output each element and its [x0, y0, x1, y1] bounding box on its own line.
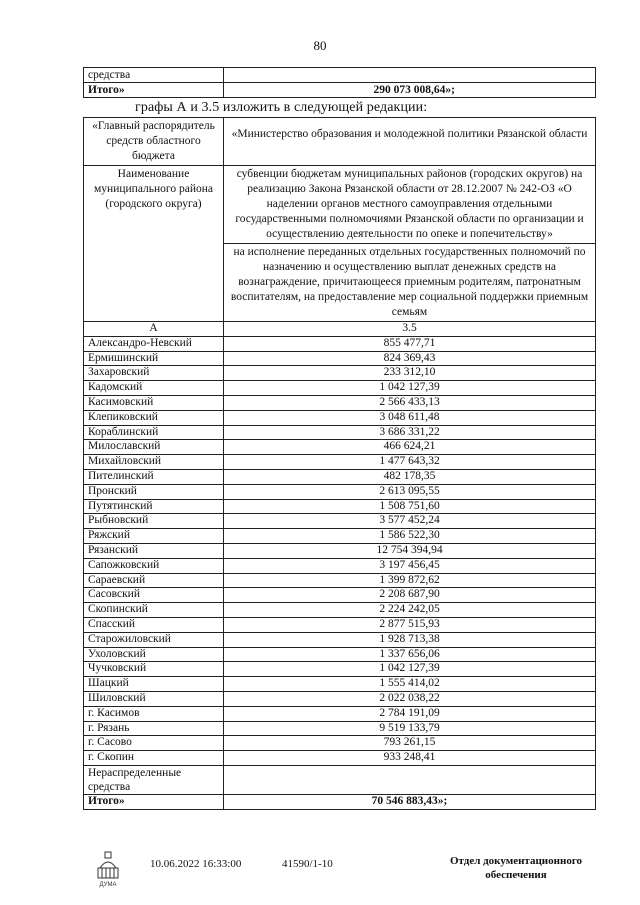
- table-row: [84, 677, 596, 692]
- municipality-value: 2 784 191,09: [224, 706, 596, 721]
- municipality-value: 466 624,21: [224, 440, 596, 455]
- admin-label: «Главный распорядитель средств областного бюджета: [84, 118, 224, 166]
- footer-datetime: 10.06.2022 16:33:00: [150, 858, 242, 870]
- table-row: [84, 410, 596, 425]
- municipality-value: 933 248,41: [224, 751, 596, 766]
- municipality-value: 3 197 456,45: [224, 558, 596, 573]
- municipality-value: 482 178,35: [224, 469, 596, 484]
- table-row: [84, 603, 596, 618]
- table-row: [84, 573, 596, 588]
- table-row: [84, 440, 596, 455]
- municipality-name: Чучковский: [84, 662, 224, 677]
- table-row: [84, 588, 596, 603]
- table-row: [84, 336, 596, 351]
- municipality-name: Клепиковский: [84, 410, 224, 425]
- data-rows: [84, 336, 596, 765]
- municipality-value: 2 208 687,90: [224, 588, 596, 603]
- municipality-value: 1 555 414,02: [224, 677, 596, 692]
- purpose-text: на исполнение переданных отдельных государственных полномочий по назначению и осуществлению выплат денежных средств на вознаграждение, причитающееся приемным родителям, патронатным воспитателям, на предоставление мер социальной поддержки приемным семьям: [224, 244, 596, 322]
- subsidy-text: субвенции бюджетам муниципальных районов (городских округов) на реализацию Закона Рязанской области от 28.12.2007 № 242-ОЗ «О наделении органов местного самоуправления отдельными государственными полномочиями Рязанской области по организации и осуществлению деятельности по опеке и попечительству»: [224, 166, 596, 244]
- table-row: [84, 647, 596, 662]
- previous-table-fragment: [83, 67, 596, 98]
- table-row: [84, 366, 596, 381]
- municipality-value: 1 477 643,32: [224, 455, 596, 470]
- municipality-value: 1 042 127,39: [224, 662, 596, 677]
- header-admin-row: [84, 118, 596, 166]
- footer-department: Отдел документационного обеспечения: [449, 855, 583, 881]
- header-subsidy-row: [84, 166, 596, 244]
- row-value: [224, 68, 596, 83]
- table-row: [84, 425, 596, 440]
- municipality-value: 793 261,15: [224, 736, 596, 751]
- table-row: [84, 736, 596, 751]
- table-row: [84, 558, 596, 573]
- municipality-name: Александро-Невский: [84, 336, 224, 351]
- total-value: 290 073 008,64»;: [224, 83, 596, 98]
- municipality-value: 855 477,71: [224, 336, 596, 351]
- municipality-name: Пронский: [84, 484, 224, 499]
- table-row: [84, 632, 596, 647]
- municipality-name: Сасовский: [84, 588, 224, 603]
- table-row: [84, 617, 596, 632]
- unallocated-row: [84, 765, 596, 794]
- municipality-name: Ухоловский: [84, 647, 224, 662]
- municipality-value: 2 877 515,93: [224, 617, 596, 632]
- table-row: [84, 721, 596, 736]
- table-row: [84, 706, 596, 721]
- table-row: [84, 751, 596, 766]
- logo-text: ДУМА: [99, 882, 117, 888]
- table-row: [84, 381, 596, 396]
- municipality-name: Пителинский: [84, 469, 224, 484]
- municipality-value: 3 686 331,22: [224, 425, 596, 440]
- municipality-value: 2 613 095,55: [224, 484, 596, 499]
- col-a-label: А: [84, 322, 224, 337]
- allocation-table: [83, 117, 596, 810]
- municipality-value: 233 312,10: [224, 366, 596, 381]
- municipality-value: 1 508 751,60: [224, 499, 596, 514]
- municipality-value: 2 022 038,22: [224, 691, 596, 706]
- municipality-value: 12 754 394,94: [224, 543, 596, 558]
- intro-text: графы А и 3.5 изложить в следующей редакции:: [135, 100, 428, 115]
- total-row: [84, 83, 596, 98]
- municipality-name: Путятинский: [84, 499, 224, 514]
- municipality-name: г. Скопин: [84, 751, 224, 766]
- municipality-name: Сараевский: [84, 573, 224, 588]
- unallocated-value: [224, 765, 596, 794]
- municipality-name: г. Сасово: [84, 736, 224, 751]
- municipality-name: Рязанский: [84, 543, 224, 558]
- table-row: [84, 469, 596, 484]
- municipality-value: 9 519 133,79: [224, 721, 596, 736]
- table-row: [84, 499, 596, 514]
- municipality-name: Милославский: [84, 440, 224, 455]
- municipality-name: Спасский: [84, 617, 224, 632]
- table-row: [84, 395, 596, 410]
- municipality-name: Ермишинский: [84, 351, 224, 366]
- municipality-name: г. Рязань: [84, 721, 224, 736]
- unallocated-label: Нераспределенные средства: [84, 765, 224, 794]
- page-number: 80: [313, 38, 327, 53]
- municipality-label: Наименование муниципального района (городского округа): [84, 166, 224, 322]
- municipality-name: Шиловский: [84, 691, 224, 706]
- table-row: [84, 68, 596, 83]
- municipality-value: 1 586 522,30: [224, 529, 596, 544]
- municipality-name: Скопинский: [84, 603, 224, 618]
- table-row: [84, 455, 596, 470]
- footer-doc-number: 41590/1-10: [282, 858, 333, 870]
- total-row: [84, 794, 596, 809]
- municipality-name: Захаровский: [84, 366, 224, 381]
- municipality-name: Шацкий: [84, 677, 224, 692]
- municipality-value: 2 224 242,05: [224, 603, 596, 618]
- table-row: [84, 543, 596, 558]
- municipality-name: Рыбновский: [84, 514, 224, 529]
- table-row: [84, 514, 596, 529]
- total-label: Итого»: [84, 83, 224, 98]
- municipality-name: Сапожковский: [84, 558, 224, 573]
- municipality-name: г. Касимов: [84, 706, 224, 721]
- municipality-value: 824 369,43: [224, 351, 596, 366]
- municipality-value: 1 337 656,06: [224, 647, 596, 662]
- admin-value: «Министерство образования и молодежной политики Рязанской области: [224, 118, 596, 166]
- total-label: Итого»: [84, 794, 224, 809]
- municipality-name: Касимовский: [84, 395, 224, 410]
- total-value: 70 546 883,43»;: [224, 794, 596, 809]
- municipality-name: Ряжский: [84, 529, 224, 544]
- column-index-row: [84, 322, 596, 337]
- municipality-value: 3 048 611,48: [224, 410, 596, 425]
- municipality-name: Старожиловский: [84, 632, 224, 647]
- municipality-value: 1 042 127,39: [224, 381, 596, 396]
- table-row: [84, 662, 596, 677]
- municipality-name: Михайловский: [84, 455, 224, 470]
- municipality-value: 3 577 452,24: [224, 514, 596, 529]
- row-label: средства: [84, 68, 224, 83]
- municipality-value: 1 928 713,38: [224, 632, 596, 647]
- duma-logo-icon: [94, 850, 122, 888]
- table-row: [84, 484, 596, 499]
- municipality-value: 2 566 433,13: [224, 395, 596, 410]
- municipality-value: 1 399 872,62: [224, 573, 596, 588]
- table-row: [84, 529, 596, 544]
- table-row: [84, 351, 596, 366]
- table-row: [84, 691, 596, 706]
- municipality-name: Кадомский: [84, 381, 224, 396]
- col-b-label: 3.5: [224, 322, 596, 337]
- municipality-name: Кораблинский: [84, 425, 224, 440]
- footer: [0, 848, 640, 898]
